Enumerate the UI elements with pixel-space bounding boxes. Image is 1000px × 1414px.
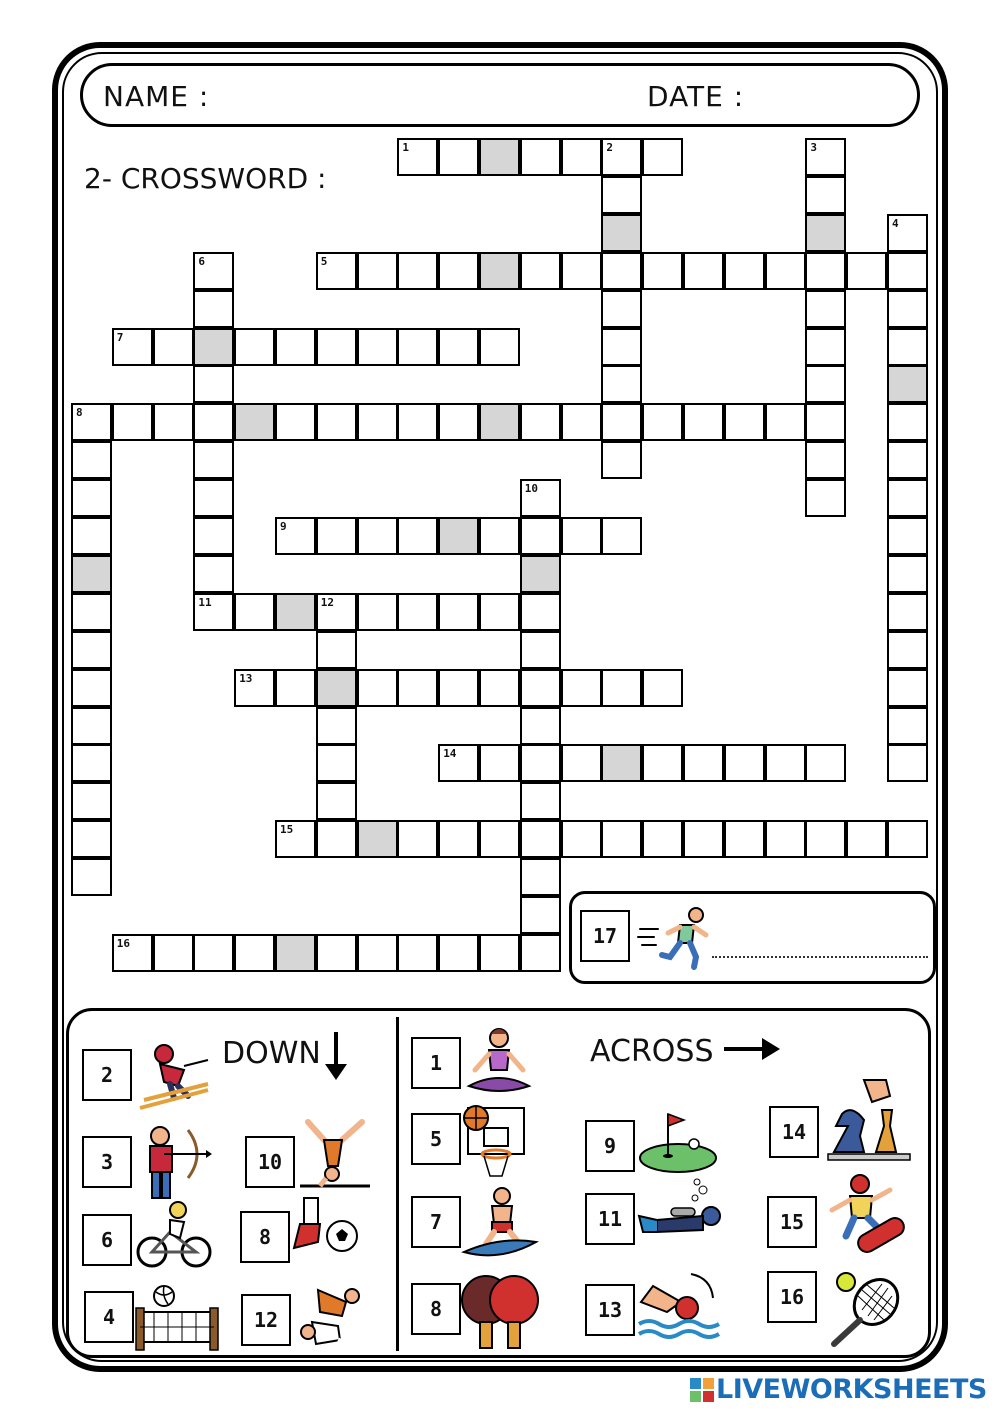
grid-cell[interactable] — [234, 934, 275, 972]
grid-cell[interactable] — [357, 593, 398, 631]
swimming-icon — [637, 1268, 721, 1342]
grid-cell[interactable] — [316, 934, 357, 972]
grid-cell[interactable] — [71, 820, 112, 858]
clue-number: 5 — [320, 254, 328, 268]
grid-cell-shaded[interactable] — [193, 328, 234, 366]
grid-cell[interactable] — [357, 328, 398, 366]
grid-cell[interactable] — [71, 441, 112, 479]
grid-cell[interactable] — [520, 896, 561, 934]
grid-cell[interactable] — [520, 479, 561, 517]
grid-cell[interactable] — [397, 820, 438, 858]
grid-cell[interactable] — [765, 403, 806, 441]
down-clue-3-number: 3 — [82, 1136, 132, 1188]
grid-cell[interactable] — [71, 403, 112, 441]
grid-cell[interactable] — [642, 403, 683, 441]
grid-cell[interactable] — [520, 744, 561, 782]
grid-cell[interactable] — [479, 328, 520, 366]
grid-cell[interactable] — [193, 555, 234, 593]
grid-cell[interactable] — [397, 328, 438, 366]
arrow-down-icon — [322, 1030, 350, 1082]
skateboarding-icon — [820, 1170, 912, 1262]
chess-icon — [824, 1076, 914, 1166]
grid-cell[interactable] — [71, 631, 112, 669]
grid-cell[interactable] — [316, 782, 357, 820]
grid-cell[interactable] — [601, 365, 642, 403]
surfing-icon — [460, 1186, 540, 1262]
grid-cell[interactable] — [275, 820, 316, 858]
grid-cell-shaded[interactable] — [520, 555, 561, 593]
clue-number: 15 — [280, 823, 294, 837]
grid-cell[interactable] — [112, 934, 153, 972]
down-clue-4-number: 4 — [84, 1291, 134, 1343]
grid-cell[interactable] — [479, 820, 520, 858]
clue-number: 13 — [239, 671, 253, 685]
clue-number: 1 — [402, 141, 410, 154]
arrow-right-icon — [722, 1036, 782, 1062]
clues-divider — [396, 1017, 399, 1351]
grid-cell[interactable] — [479, 934, 520, 972]
grid-cell[interactable] — [316, 252, 357, 290]
grid-cell-shaded[interactable] — [479, 252, 520, 290]
grid-cell[interactable] — [234, 669, 275, 707]
grid-cell[interactable] — [316, 744, 357, 782]
grid-cell[interactable] — [724, 820, 765, 858]
grid-cell-shaded[interactable] — [601, 744, 642, 782]
grid-cell[interactable] — [887, 290, 928, 328]
grid-cell[interactable] — [234, 328, 275, 366]
grid-cell[interactable] — [357, 669, 398, 707]
basketball-icon — [460, 1104, 528, 1180]
grid-cell[interactable] — [438, 669, 479, 707]
grid-cell[interactable] — [397, 252, 438, 290]
grid-cell[interactable] — [275, 517, 316, 555]
grid-cell[interactable] — [193, 517, 234, 555]
grid-cell[interactable] — [887, 328, 928, 366]
grid-cell[interactable] — [805, 479, 846, 517]
grid-cell[interactable] — [887, 479, 928, 517]
grid-cell[interactable] — [193, 290, 234, 328]
judo-icon — [298, 1282, 370, 1354]
grid-cell-shaded[interactable] — [805, 214, 846, 252]
skiing-icon — [134, 1040, 214, 1112]
grid-cell[interactable] — [887, 517, 928, 555]
grid-cell[interactable] — [316, 820, 357, 858]
clue-number: 4 — [892, 216, 899, 230]
grid-cell[interactable] — [479, 517, 520, 555]
grid-cell[interactable] — [887, 252, 928, 290]
clue-number: 12 — [320, 595, 335, 609]
clue-number: 11 — [198, 595, 212, 609]
clue-number: 7 — [116, 330, 124, 344]
section-title: 2- CROSSWORD : — [84, 162, 327, 195]
grid-cell[interactable] — [887, 631, 928, 669]
grid-cell[interactable] — [397, 138, 438, 176]
grid-cell[interactable] — [71, 517, 112, 555]
grid-cell[interactable] — [438, 744, 479, 782]
grid-cell[interactable] — [397, 593, 438, 631]
clue-number: 14 — [443, 747, 457, 761]
grid-cell[interactable] — [805, 403, 846, 441]
grid-cell[interactable] — [153, 934, 194, 972]
down-clue-12-number: 12 — [241, 1294, 291, 1346]
grid-cell[interactable] — [601, 176, 642, 214]
grid-cell[interactable] — [887, 669, 928, 707]
across-clue-5-number: 5 — [411, 1113, 461, 1165]
down-clue-10-number: 10 — [245, 1136, 295, 1188]
grid-cell[interactable] — [234, 593, 275, 631]
down-heading: DOWN — [222, 1036, 321, 1071]
grid-cell[interactable] — [193, 252, 234, 290]
grid-cell[interactable] — [805, 328, 846, 366]
grid-cell[interactable] — [275, 328, 316, 366]
grid-cell[interactable] — [397, 934, 438, 972]
down-clue-2-number: 2 — [82, 1049, 132, 1101]
grid-cell[interactable] — [193, 365, 234, 403]
grid-cell[interactable] — [520, 403, 561, 441]
down-clue-8-number: 8 — [240, 1211, 290, 1263]
grid-cell[interactable] — [561, 252, 602, 290]
grid-cell[interactable] — [601, 138, 642, 176]
grid-cell[interactable] — [316, 707, 357, 745]
grid-cell[interactable] — [520, 631, 561, 669]
name-label: NAME : — [103, 80, 210, 113]
grid-cell[interactable] — [887, 707, 928, 745]
grid-cell-shaded[interactable] — [479, 403, 520, 441]
grid-cell[interactable] — [887, 214, 928, 252]
grid-cell[interactable] — [765, 252, 806, 290]
grid-cell[interactable] — [846, 252, 887, 290]
grid-cell[interactable] — [479, 593, 520, 631]
grid-cell[interactable] — [357, 517, 398, 555]
grid-cell[interactable] — [601, 403, 642, 441]
date-label: DATE : — [647, 80, 745, 113]
grid-cell[interactable] — [683, 820, 724, 858]
grid-cell[interactable] — [316, 403, 357, 441]
grid-cell[interactable] — [805, 138, 846, 176]
grid-cell-shaded[interactable] — [479, 138, 520, 176]
grid-cell-shaded[interactable] — [71, 555, 112, 593]
grid-cell[interactable] — [846, 820, 887, 858]
grid-cell[interactable] — [520, 669, 561, 707]
grid-cell[interactable] — [601, 328, 642, 366]
grid-cell[interactable] — [520, 517, 561, 555]
grid-cell-shaded[interactable] — [275, 593, 316, 631]
grid-cell[interactable] — [805, 252, 846, 290]
name-date-bar — [80, 63, 920, 127]
grid-cell[interactable] — [316, 517, 357, 555]
grid-cell[interactable] — [316, 593, 357, 631]
grid-cell[interactable] — [805, 290, 846, 328]
clue-number: 6 — [198, 254, 206, 268]
grid-cell[interactable] — [561, 403, 602, 441]
answer-line-17[interactable] — [712, 956, 928, 958]
grid-cell[interactable] — [601, 290, 642, 328]
across-clue-9-number: 9 — [585, 1120, 635, 1172]
grid-cell[interactable] — [887, 593, 928, 631]
grid-cell[interactable] — [71, 479, 112, 517]
grid-cell[interactable] — [805, 744, 846, 782]
across-clue-14-number: 14 — [769, 1106, 819, 1158]
table-tennis-icon — [460, 1272, 540, 1352]
grid-cell[interactable] — [520, 138, 561, 176]
grid-cell[interactable] — [193, 441, 234, 479]
grid-cell[interactable] — [357, 252, 398, 290]
across-clue-7-number: 7 — [411, 1196, 461, 1248]
grid-cell[interactable] — [887, 820, 928, 858]
grid-cell[interactable] — [479, 744, 520, 782]
grid-cell-shaded[interactable] — [357, 820, 398, 858]
grid-cell[interactable] — [561, 669, 602, 707]
grid-cell-shaded[interactable] — [275, 934, 316, 972]
grid-cell[interactable] — [71, 744, 112, 782]
gymnastics-icon — [298, 1118, 372, 1190]
grid-cell[interactable] — [438, 252, 479, 290]
grid-cell[interactable] — [71, 782, 112, 820]
grid-cell[interactable] — [601, 441, 642, 479]
grid-cell[interactable] — [887, 744, 928, 782]
grid-cell[interactable] — [153, 403, 194, 441]
grid-cell[interactable] — [438, 328, 479, 366]
running-person-icon — [636, 903, 716, 971]
across-clue-11-number: 11 — [585, 1193, 635, 1245]
grid-cell-shaded[interactable] — [887, 365, 928, 403]
grid-cell[interactable] — [275, 669, 316, 707]
grid-cell[interactable] — [765, 744, 806, 782]
clue-number: 10 — [524, 482, 539, 496]
grid-cell[interactable] — [275, 403, 316, 441]
grid-cell[interactable] — [520, 858, 561, 896]
grid-cell[interactable] — [642, 252, 683, 290]
grid-cell[interactable] — [193, 403, 234, 441]
grid-cell[interactable] — [561, 820, 602, 858]
grid-cell-shaded[interactable] — [438, 517, 479, 555]
golf-icon — [638, 1108, 718, 1174]
grid-cell[interactable] — [642, 820, 683, 858]
clue-number: 2 — [606, 141, 614, 154]
branding-text: LIVEWORKSHEETS — [716, 1374, 987, 1405]
grid-cell[interactable] — [112, 328, 153, 366]
clue-number: 9 — [280, 520, 287, 533]
grid-cell[interactable] — [438, 934, 479, 972]
cycling-icon — [134, 1200, 214, 1272]
grid-cell-shaded[interactable] — [234, 403, 275, 441]
liveworksheets-logo-icon — [690, 1378, 714, 1402]
grid-cell[interactable] — [71, 669, 112, 707]
grid-cell[interactable] — [683, 252, 724, 290]
grid-cell[interactable] — [520, 820, 561, 858]
grid-cell[interactable] — [438, 593, 479, 631]
clue-number: 3 — [810, 141, 818, 154]
across-clue-15-number: 15 — [767, 1196, 817, 1248]
down-clue-6-number: 6 — [82, 1214, 132, 1266]
grid-cell[interactable] — [724, 403, 765, 441]
grid-cell[interactable] — [193, 479, 234, 517]
grid-cell[interactable] — [683, 403, 724, 441]
grid-cell[interactable] — [520, 593, 561, 631]
grid-cell[interactable] — [642, 669, 683, 707]
grid-cell-shaded[interactable] — [316, 669, 357, 707]
grid-cell[interactable] — [397, 669, 438, 707]
grid-cell[interactable] — [805, 176, 846, 214]
grid-cell[interactable] — [479, 669, 520, 707]
grid-cell[interactable] — [724, 252, 765, 290]
grid-cell[interactable] — [520, 934, 561, 972]
grid-cell[interactable] — [153, 328, 194, 366]
grid-cell[interactable] — [71, 858, 112, 896]
grid-cell[interactable] — [887, 441, 928, 479]
grid-cell[interactable] — [642, 138, 683, 176]
grid-cell[interactable] — [765, 820, 806, 858]
grid-cell[interactable] — [316, 631, 357, 669]
across-clue-16-number: 16 — [767, 1271, 817, 1323]
grid-cell[interactable] — [357, 403, 398, 441]
grid-cell[interactable] — [724, 744, 765, 782]
tennis-icon — [826, 1270, 906, 1350]
grid-cell[interactable] — [112, 403, 153, 441]
volleyball-icon — [134, 1282, 220, 1352]
grid-cell[interactable] — [805, 820, 846, 858]
grid-cell[interactable] — [520, 252, 561, 290]
grid-cell[interactable] — [601, 669, 642, 707]
football-icon — [290, 1196, 360, 1264]
grid-cell[interactable] — [601, 252, 642, 290]
across-heading: ACROSS — [590, 1034, 714, 1069]
archery-icon — [134, 1122, 214, 1202]
grid-cell[interactable] — [316, 328, 357, 366]
grid-cell[interactable] — [193, 934, 234, 972]
diving-icon — [637, 1176, 727, 1252]
across-clue-13-number: 13 — [585, 1284, 635, 1336]
grid-cell[interactable] — [520, 707, 561, 745]
grid-cell[interactable] — [397, 517, 438, 555]
grid-cell[interactable] — [438, 403, 479, 441]
grid-cell[interactable] — [397, 403, 438, 441]
grid-cell[interactable] — [438, 138, 479, 176]
grid-cell[interactable] — [887, 403, 928, 441]
grid-cell[interactable] — [193, 593, 234, 631]
clue-17-number: 17 — [580, 910, 630, 962]
grid-cell[interactable] — [642, 744, 683, 782]
grid-cell[interactable] — [438, 820, 479, 858]
grid-cell-shaded[interactable] — [601, 214, 642, 252]
grid-cell[interactable] — [805, 365, 846, 403]
grid-cell[interactable] — [601, 517, 642, 555]
grid-cell[interactable] — [71, 593, 112, 631]
yoga-icon — [463, 1026, 535, 1098]
across-clue-8-number: 8 — [411, 1283, 461, 1335]
grid-cell[interactable] — [887, 555, 928, 593]
grid-cell[interactable] — [357, 934, 398, 972]
clue-number: 16 — [116, 936, 131, 950]
grid-cell[interactable] — [561, 138, 602, 176]
across-clue-1-number: 1 — [411, 1037, 461, 1089]
grid-cell[interactable] — [683, 744, 724, 782]
grid-cell[interactable] — [805, 441, 846, 479]
grid-cell[interactable] — [561, 744, 602, 782]
grid-cell[interactable] — [520, 782, 561, 820]
clue-number: 8 — [76, 406, 83, 420]
grid-cell[interactable] — [601, 820, 642, 858]
grid-cell[interactable] — [71, 707, 112, 745]
grid-cell[interactable] — [561, 517, 602, 555]
